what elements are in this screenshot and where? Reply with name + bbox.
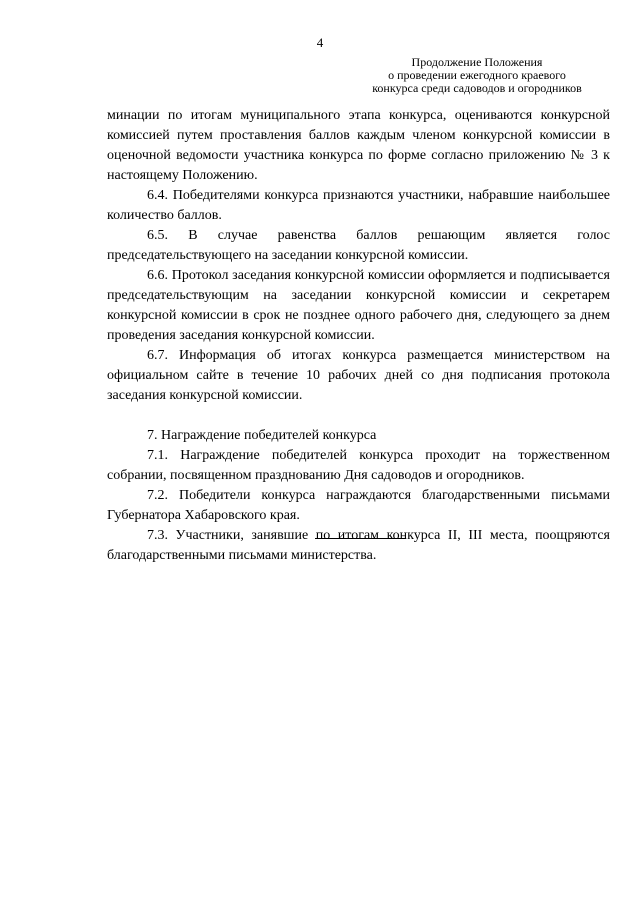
section-7-heading: 7. Награждение победителей конкурса [147, 428, 377, 443]
running-header-line-1: Продолжение Положения [411, 55, 543, 69]
document-body [107, 106, 610, 566]
running-header-line-3: конкурса среди садоводов и огородников [372, 81, 582, 95]
paragraph-6-4: 6.4. Победителями конкурса признаются участники, набравшие наибольшее количество баллов. [107, 188, 610, 223]
end-of-document-rule [315, 538, 405, 539]
paragraph-7-1: 7.1. Награждение победителей конкурса проходит на торжественном собрании, посвященном празднованию Дня садоводов и огородников. [107, 448, 610, 483]
page-number: 4 [316, 35, 324, 50]
running-header [347, 56, 607, 95]
paragraph-7-2: 7.2. Победители конкурса награждаются благодарственными письмами Губернатора Хабаровского края. [107, 488, 610, 523]
running-header-line-2: о проведении ежегодного краевого [388, 68, 566, 82]
paragraph-7-3: 7.3. Участники, занявшие по итогам конкурса II, III места, поощряются благодарственными письмами министерства. [107, 528, 610, 563]
paragraph-continuation: минации по итогам муниципального этапа конкурса, оцениваются конкурсной комиссией путем проставления баллов каждым членом конкурсной комиссии в оценочной ведомости участника конкурса по форме согласно приложению № 3 к настоящему Положению. [107, 108, 610, 183]
paragraph-6-7: 6.7. Информация об итогах конкурса размещается министерством на официальном сайте в течение 10 рабочих дней со дня подписания протокола заседания конкурсной комиссии. [107, 348, 610, 403]
paragraph-6-6: 6.6. Протокол заседания конкурсной комиссии оформляется и подписывается председательствующим на заседании конкурсной комиссии и секретарем конкурсной комиссии в срок не позднее одного рабочего дня, следующего за днем проведения заседания конкурсной комиссии. [107, 268, 610, 343]
paragraph-6-5: 6.5. В случае равенства баллов решающим является голос председательствующего на заседании конкурсной комиссии. [107, 228, 610, 263]
